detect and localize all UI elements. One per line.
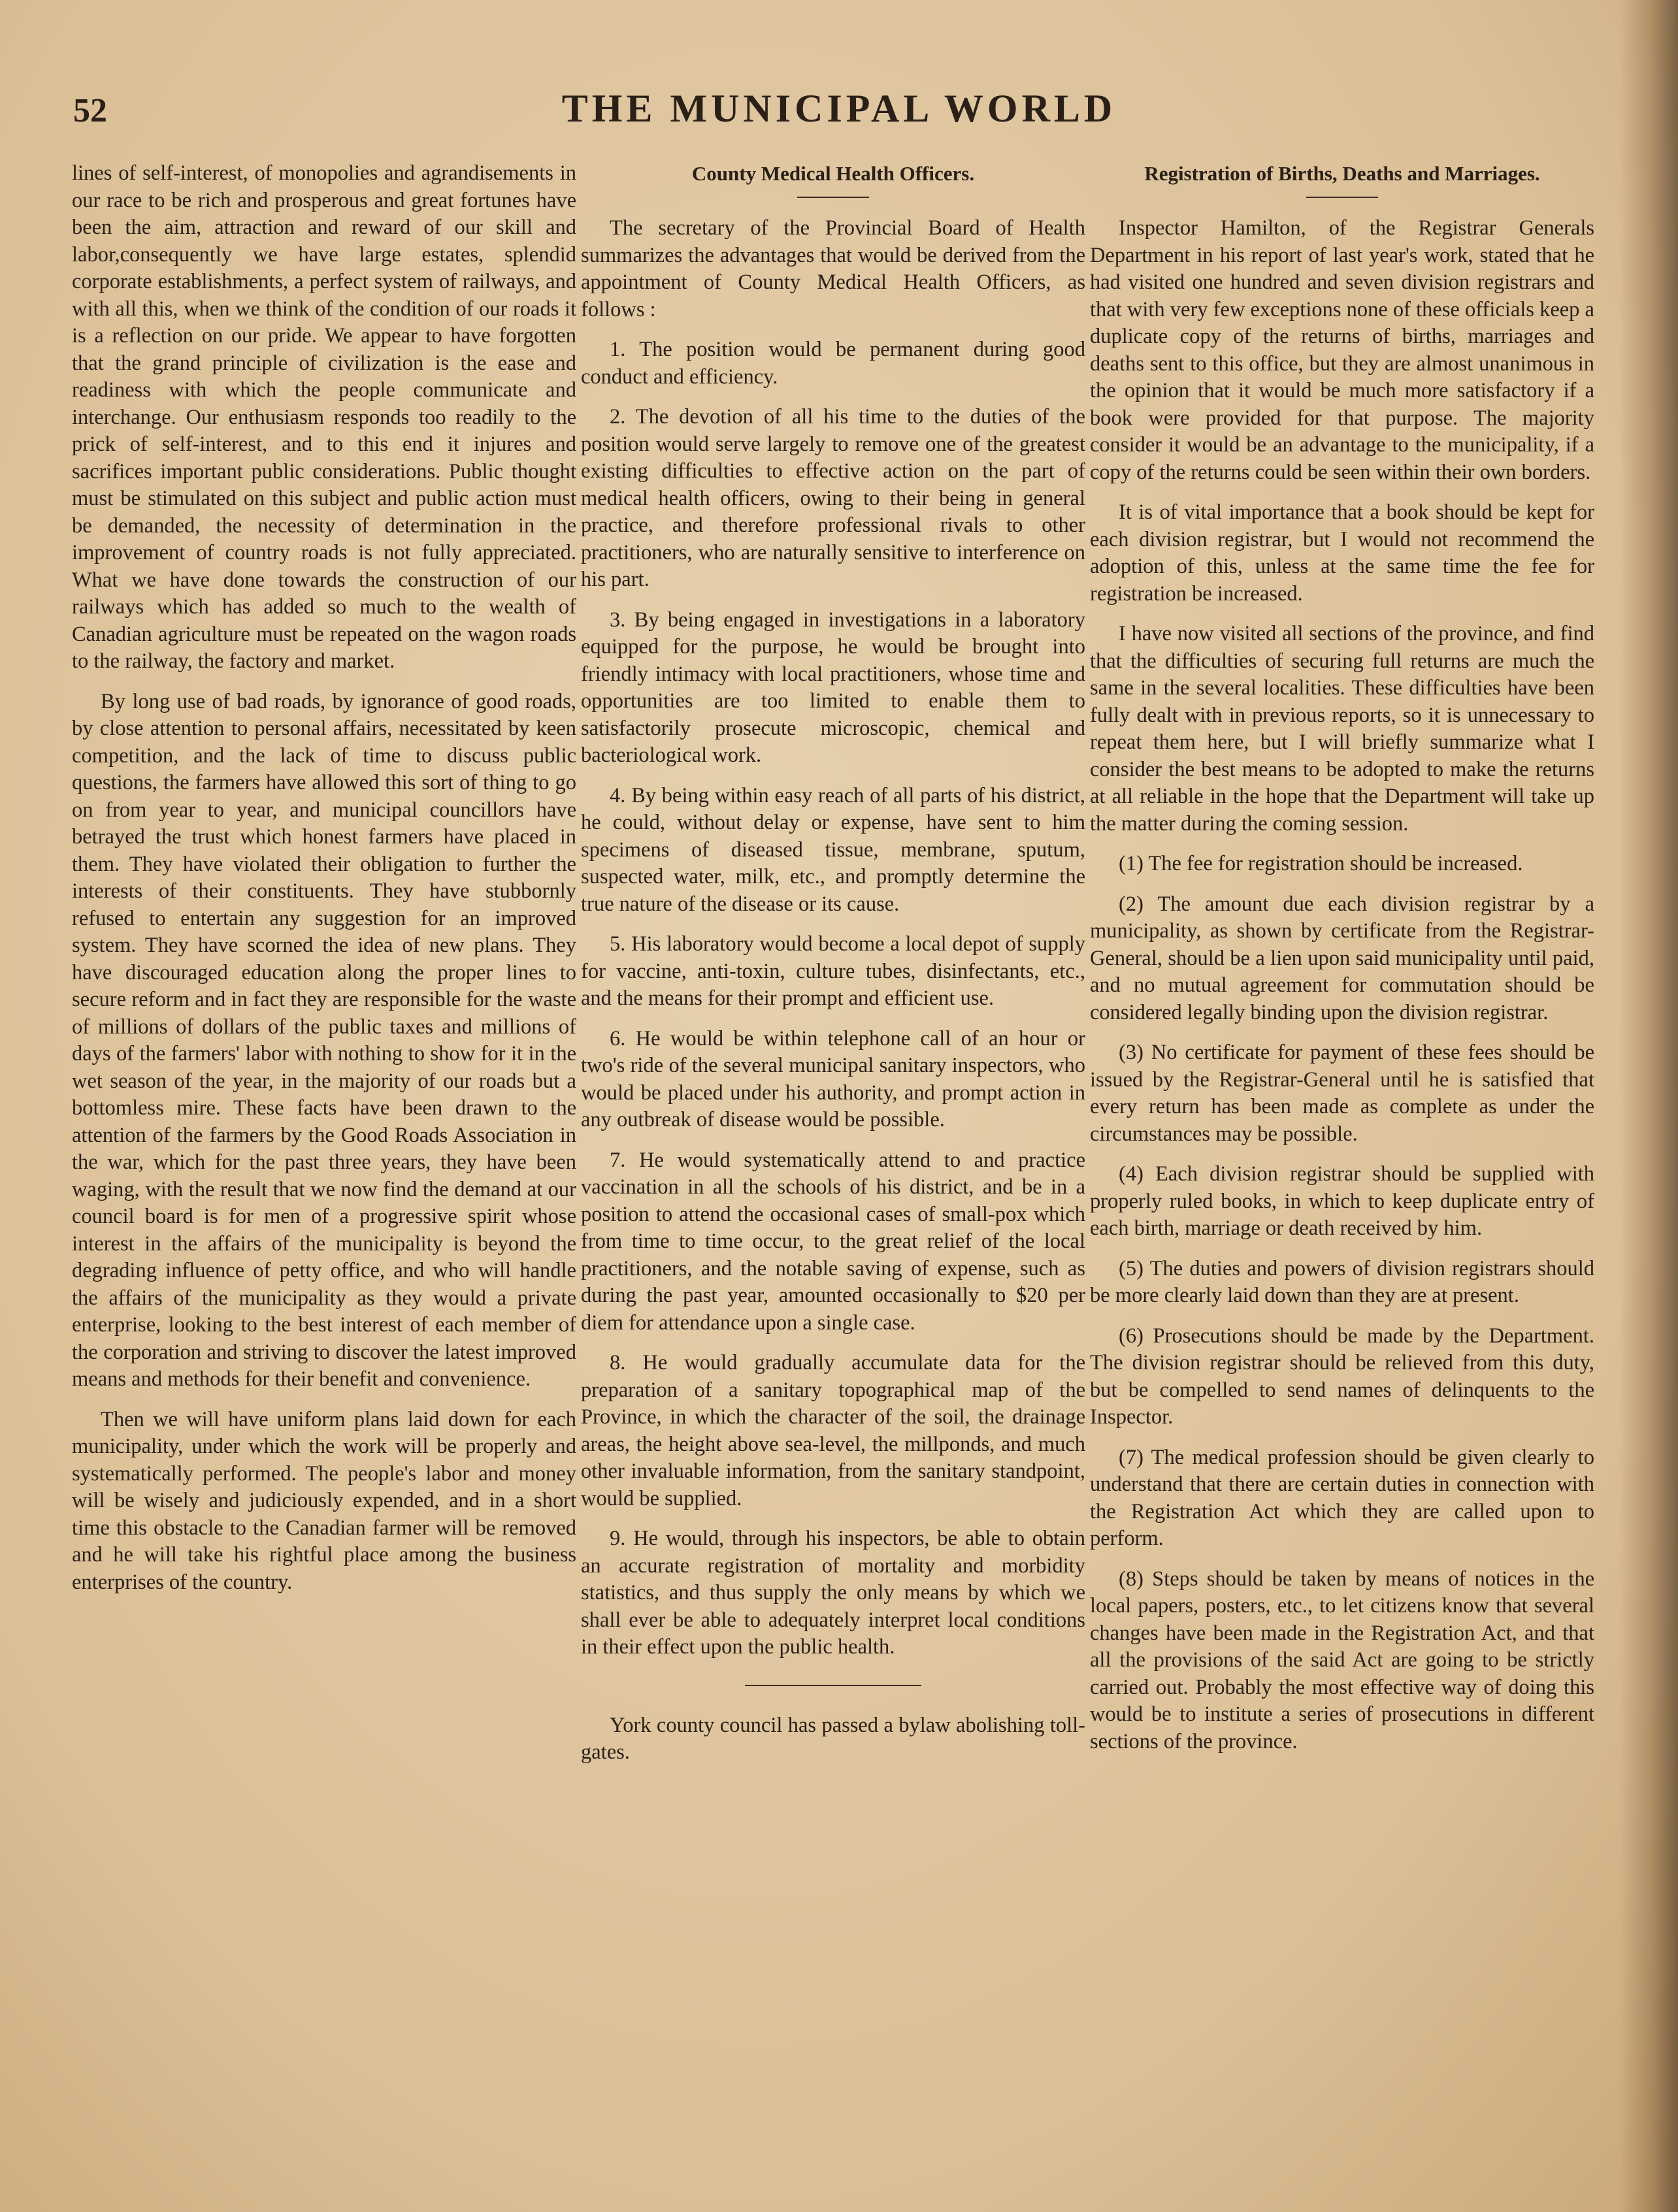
publication-title: THE MUNICIPAL WORLD	[561, 87, 1117, 130]
article-paragraph: Inspector Hamilton, of the Registrar Generals Department in his report of last year's work, stated that he had visited one hundred and seven division registrars and that with very few exceptions none of these officials keep a duplicate copy of the returns of births, marriages and deaths sent to this office, but they are almost unanimous in the opinion that it would be much more satisfactory if a book were provided for that purpose. The majority consider it would be an advantage to the municipality, if a copy of the returns could be seen within their own borders.	[1090, 216, 1594, 484]
article-heading-registration: Registration of Births, Deaths and Marriages.	[1144, 162, 1540, 185]
heading-rule	[1306, 197, 1378, 198]
column-1	[72, 160, 576, 2172]
numbered-paragraph: (1) The fee for registration should be increased.	[1119, 852, 1523, 875]
article-paragraph: By long use of bad roads, by ignorance of good roads, by close attention to personal affairs, necessitated by keen competition, and the lack of time to discuss public questions, the farmers have allowed this sort of thing to go on from year to year, and municipal councillors have betrayed the trust which honest farmers have placed in them. They have violated their obligation to further the interests of their constituents. They have stubbornly refused to entertain any suggestion for an improved system. They have scorned the idea of new plans. They have discouraged education along the proper lines to secure reform and in fact they are responsible for the waste of millions of dollars of the public taxes and millions of days of the farmers' labor with nothing to show for it in the wet season of the year, in the majority of our roads but a bottomless mire. These facts have been drawn to the attention of the farmers by the Good Roads Association in the war, which for the past three years, they have been waging, with the result that we now find the demand at our council board is for men of a progressive spirit whose interest in the affairs of the municipality is beyond the degrading influence of petty office, and who will handle the affairs of the municipality as they would a private enterprise, looking to the best interest of each member of the corporation and striving to discover the latest improved means and methods for their benefit and convenience.	[72, 689, 576, 1391]
article-paragraph: Then we will have uniform plans laid down for each municipality, under which the work will be properly and systematically performed. The people's labor and money will be wisely and judiciously expended, and in a short time this obstacle to the Canadian farmer will be removed and he will take his rightful place among the business enterprises of the country.	[72, 1407, 576, 1594]
column-2	[581, 160, 1085, 2172]
page-number: 52	[73, 92, 107, 129]
numbered-paragraph: (5) The duties and powers of division registrars should be more clearly laid down than they are at present.	[1090, 1256, 1594, 1307]
numbered-paragraph: 4. By being within easy reach of all parts of his district, he could, without delay or expense, have sent to him specimens of diseased tissue, membrane, sputum, suspected water, milk, etc., and promptly determine the true nature of the disease or its cause.	[581, 783, 1085, 916]
numbered-paragraph: 9. He would, through his inspectors, be able to obtain an accurate registration of mortality and morbidity statistics, and thus supply the only means by which we shall ever be able to adequately interpret local conditions in their effect upon the public health.	[581, 1527, 1085, 1659]
numbered-paragraph: 3. By being engaged in investigations in a laboratory equipped for the purpose, he would be brought into friendly intimacy with local practitioners, whose time and opportunities are too limited to enable them to satisfactorily prosecute microscopic, chemical and bacteriological work.	[581, 608, 1085, 767]
page-spine-shadow	[1619, 0, 1678, 2212]
numbered-paragraph: 8. He would gradually accumulate data for the preparation of a sanitary topographical map of the Province, in which the character of the soil, the drainage areas, the height above sea-level, the millponds, and much other invaluable information, from the sanitary standpoint, would be supplied.	[581, 1351, 1085, 1510]
numbered-paragraph: (4) Each division registrar should be supplied with properly ruled books, in which to keep duplicate entry of each birth, marriage or death received by him.	[1090, 1162, 1594, 1240]
numbered-paragraph: (7) The medical profession should be given clearly to understand that there are certain duties in connection with the Registration Act which they are called upon to perform.	[1090, 1445, 1594, 1550]
numbered-paragraph: (3) No certificate for payment of these fees should be issued by the Registrar-General until he is satisfied that every return has been made as complete as under the circumstances may be possible.	[1090, 1041, 1594, 1146]
article-paragraph: The secretary of the Provincial Board of Health summarizes the advantages that would be derived from the appointment of County Medical Health Officers, as follows :	[581, 216, 1085, 321]
numbered-paragraph: 5. His laboratory would become a local depot of supply for vaccine, anti-toxin, culture tubes, disinfectants, etc., and the means for their prompt and efficient use.	[581, 932, 1085, 1010]
numbered-paragraph: 1. The position would be permanent during good conduct and efficiency.	[581, 338, 1085, 389]
numbered-paragraph: (6) Prosecutions should be made by the Department. The division registrar should be relieved from this duty, but be compelled to send names of delinquents to the Inspector.	[1090, 1324, 1594, 1429]
column-3	[1090, 160, 1594, 2172]
article-heading-health-officers: County Medical Health Officers.	[691, 162, 975, 185]
article-columns	[72, 160, 1594, 2172]
article-paragraph: It is of vital importance that a book should be kept for each division registrar, but I would not recommend the adoption of this, unless at the same time the fee for registration be increased.	[1090, 500, 1594, 606]
heading-rule	[797, 197, 869, 198]
numbered-paragraph: (8) Steps should be taken by means of notices in the local papers, posters, etc., to let citizens know that several changes have been made in the Registration Act, and that all the provisions of the said Act are going to be strictly carried out. Probably the most effective way of doing this would be to institute a series of prosecutions in different sections of the province.	[1090, 1567, 1594, 1753]
numbered-paragraph: (2) The amount due each division registrar by a municipality, as shown by certificate from the Registrar-General, should be a lien upon said municipality until paid, and no mutual agreement for commutation should be considered legally binding upon the division registrar.	[1090, 892, 1594, 1024]
news-item-paragraph: York county council has passed a bylaw abolishing toll-gates.	[581, 1713, 1085, 1764]
numbered-paragraph: 2. The devotion of all his time to the duties of the position would serve largely to remove one of the greatest existing difficulties to effective action on the part of medical health officers, owing to their being in general practice, and therefore professional rivals to other practitioners, who are naturally sensitive to interference on his part.	[581, 405, 1085, 591]
numbered-paragraph: 7. He would systematically attend to and practice vaccination in all the schools of his district, and be in a position to attend the occasional cases of small-pox which from time to time occur, to the great relief of the local practitioners, and the notable saving of expense, such as during the past year, amounted occasionally to $20 per diem for attendance upon a single case.	[581, 1148, 1085, 1335]
section-rule	[745, 1685, 921, 1686]
numbered-paragraph: 6. He would be within telephone call of an hour or two's ride of the several municipal sanitary inspectors, who would be placed under his authority, and prompt action in any outbreak of disease would be possible.	[581, 1026, 1085, 1131]
article-paragraph: I have now visited all sections of the province, and find that the difficulties of securing full returns are much the same in the several localities. These difficulties have been fully dealt with in previous reports, so it is unnecessary to repeat them here, but I will briefly summarize what I consider the best means to be adopted to make the returns at all reliable in the hope that the Department will take up the matter during the coming session.	[1090, 622, 1594, 836]
article-paragraph: lines of self-interest, of monopolies and agrandisements in our race to be rich and prosperous and great fortunes have been the aim, attraction and reward of our skill and labor,consequently we have large estates, splendid corporate establishments, a perfect system of railways, and with all this, when we think of the condition of our roads it is a reflection on our pride. We appear to have forgotten that the grand principle of civilization is the ease and readiness with which the people communicate and interchange. Our enthusiasm responds too readily to the prick of self-interest, and to this end it injures and sacrifices important public considerations. Public thought must be stimulated on this subject and public action must be demanded, the necessity of determination in the improvement of country roads is not fully appreciated. What we have done towards the construction of our railways which has added so much to the wealth of Canadian agriculture must be repeated on the wagon roads to the railway, the factory and market.	[72, 161, 576, 673]
